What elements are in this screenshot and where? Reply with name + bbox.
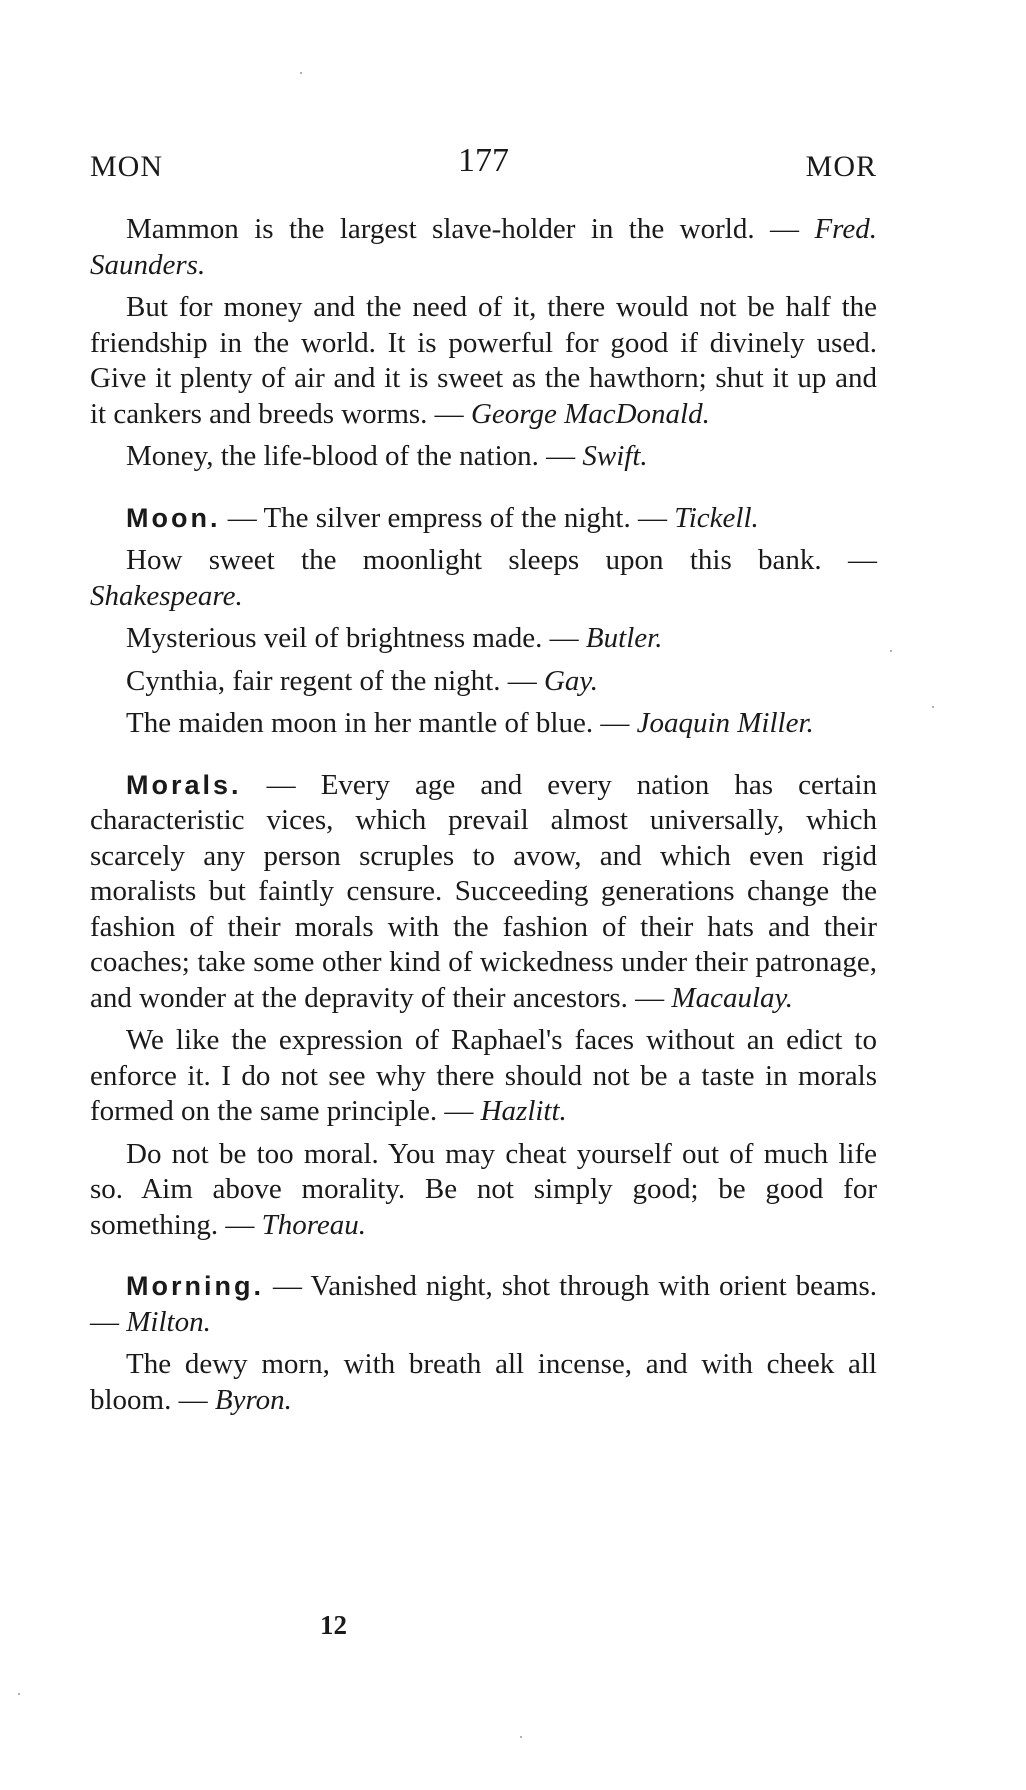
quote-author: Macaulay. [671, 981, 794, 1014]
quote-author: Butler. [585, 622, 663, 654]
topic-entry-moon [90, 501, 877, 537]
quote-text: How sweet the moonlight sleeps upon this bank. — [126, 544, 877, 576]
quote-text: Do not be too moral. You may cheat yourself out of much life so. Aim above morality. Be not simply good; be good for something. — [90, 1137, 877, 1241]
quote-author: Swift. [582, 440, 648, 472]
quote-author: Gay. [543, 664, 598, 697]
paper-speck [300, 72, 302, 74]
quote-text: — Every age and every nation has certain characteristic vices, which prevail almost universally, which scarcely any person scruples to avow, and which even rigid moralists but faintly censure. Succeeding generations change the fashion of their morals with the fashion of their hats and their coaches; take some other kind of wickedness under their patronage, and wonder at the depravity of their ancestors. — [90, 768, 877, 1014]
page-body [90, 212, 877, 1425]
quote-text: But for money and the need of it, there would not be half the friendship in the world. It is powerful for good if divinely used. Give it plenty of air and it is sweet as the hawthorn; shut it up and it cankers and breeds worms. — [90, 291, 877, 430]
quote-text: The dewy morn, with breath all incense, and with cheek all bloom. — [90, 1348, 877, 1416]
quote-author: Byron. [214, 1383, 292, 1416]
running-header [90, 142, 877, 186]
quote-author: Joaquin Miller. [636, 707, 814, 739]
quote [90, 212, 877, 283]
quote-author: Hazlitt. [480, 1095, 567, 1127]
paper-speck [520, 1736, 522, 1738]
quote [90, 664, 877, 700]
quote [90, 543, 877, 614]
quote-author: Milton. [126, 1305, 211, 1338]
quote [90, 439, 877, 475]
quote-text: The maiden moon in her mantle of blue. — [126, 707, 637, 739]
quote-author: Tickell. [674, 501, 759, 534]
quote [90, 706, 877, 742]
quote-text: — The silver empress of the night. — [220, 501, 675, 534]
quote [90, 621, 877, 657]
quote-text: Mysterious veil of brightness made. — [126, 622, 586, 654]
quote-text: Mammon is the largest slave-holder in the world. — [126, 213, 815, 245]
paper-speck [932, 706, 934, 708]
quote-text: — Vanished night, shot through with orient beams. — [90, 1270, 877, 1338]
quote-author: Fred. Saunders. [90, 213, 877, 281]
header-right-catchword: MOR [805, 150, 877, 183]
signature-mark: 12 [320, 1610, 347, 1640]
quote [90, 1023, 877, 1130]
topic-heading: Morals. [126, 769, 242, 800]
quote [90, 1137, 877, 1244]
quote-author: George MacDonald. [470, 397, 710, 430]
topic-entry-morals [90, 768, 877, 1017]
header-left-catchword: MON [90, 150, 164, 183]
quote [90, 290, 877, 432]
quote-text: Money, the life-blood of the nation. — [126, 440, 583, 472]
quote-author: Thoreau. [261, 1208, 367, 1241]
paper-speck [890, 650, 892, 652]
quote-author: Shakespeare. [90, 579, 243, 612]
topic-heading: Morning. [126, 1271, 264, 1301]
paper-speck [18, 1693, 20, 1695]
topic-heading: Moon. [126, 502, 221, 533]
quote-text: Cynthia, fair regent of the night. — [126, 664, 544, 697]
quote-text: We like the expression of Raphael's faces without an edict to enforce it. I do not see why there should not be a taste in morals formed on the same principle. — [90, 1024, 877, 1127]
page-number: 177 [458, 142, 509, 179]
topic-entry-morning [90, 1269, 877, 1340]
quote [90, 1347, 877, 1418]
